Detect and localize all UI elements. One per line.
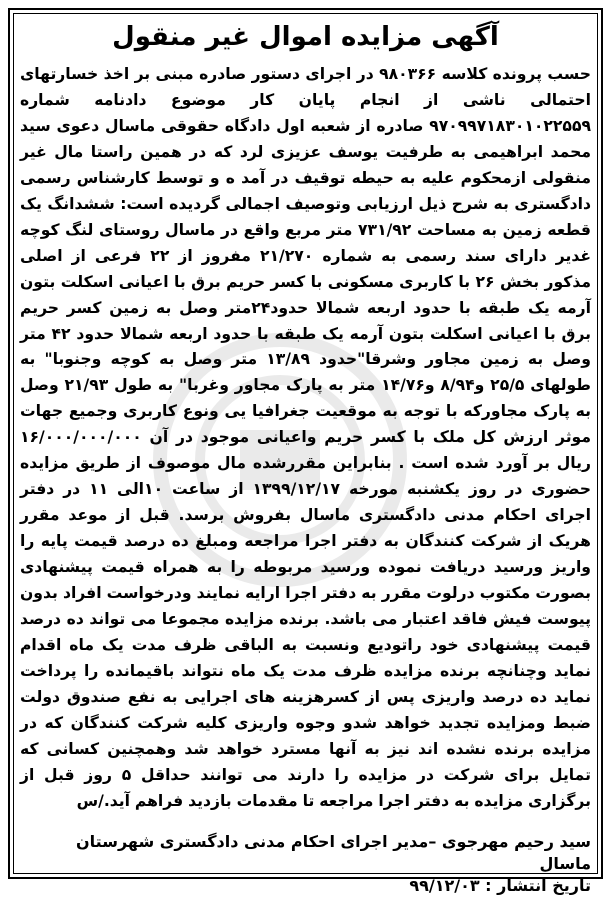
publish-date: تاریخ انتشار : ۹۹/۱۲/۰۳ — [409, 876, 591, 895]
notice-body-text: حسب پرونده کلاسه ۹۸۰۳۶۶ در اجرای دستور صادره مبنی بر اخذ خسارتهای احتمالی ناشی از انجام پایان کار موضوع دادنامه شماره ۹۷۰۹۹۷۱۸۳۰۱۰۲۲۵۵۹ صادره از شعبه اول دادگاه حقوقی ماسال دعوی سید محمد ابراهیمی به طرفیت یوسف عزیزی لرد که در همین راستا مال غیر منقولی ازمحکوم علیه به حیطه توقیف در آمد ه و توسط کارشناس رسمی دادگستری به شرح ذیل ارزیابی وتوصیف اجمالی گردیده است: ششدانگ یک قطعه زمین به مساحت ۷۳۱/۹۲ متر مربع واقع در ماسال روستای لنگ کوچه غدیر دارای سند رسمی به شماره ۲۱/۲۷۰ مفروز از ۲۲ فرعی از اصلی مذکور بخش ۲۶ با کاربری مسکونی با کسر حریم برق با اعیانی اسکلت بتون آرمه یک طبقه با حدود اربعه شمالا حدود۲۴متر وصل به زمین کسر حریم برق با اعیانی اسکلت بتون آرمه یک طبقه با حدود اربعه شمالا حدود ۴۲ متر وصل به زمین مجاور وشرقا"حدود ۱۳/۸۹ متر وصل به کوچه وجنوبا" به طولهای ۲۵/۵ و۸/۹۴ و۱۴/۷۶ متر به پارک مجاور وغربا" به طول ۲۱/۹۳ وصل به پارک مجاورکه با توجه به موقعیت جغرافیا یی ونوع کاربری وجمیع جهات موثر ارزش کل ملک با کسر حریم واعیانی موجود در آن ۱۶/۰۰۰/۰۰۰/۰۰۰ ریال بر آورد شده است . بنابراین مقررشده مال موصوف از طریق مزایده حضوری در روز یکشنبه مورخه ۱۳۹۹/۱۲/۱۷ از ساعت ۱۰الی ۱۱ در دفتر اجرای احکام مدنی دادگستری ماسال بفروش برسد. قبل از موعد مقرر هریک از شرکت کنندگان به دفتر اجرا مراجعه ومبلغ ده درصد قیمت پایه را واریز ورسید دریافت نموده ورسید مربوطه را به همراه قیمت پیشنهادی بصورت مکتوب درلوت مقرر به دفتر اجرا ارایه نمایند ودرخواست افراد بدون پیوست فیش فاقد اعتبار می باشد. برنده مزایده مجموعا می تواند ده درصد قیمت پیشنهادی خود راتودیع ونسبت به الباقی ظرف مدت یک ماه اقدام نماید وچنانچه برنده مزایده ظرف مدت یک ماه نتواند باقیمانده را پرداخت نماید ده درصد واریزی پس از کسرهزینه های اجرایی به نفع صندوق دولت ضبط ومزایده تجدید خواهد شدو وجوه واریزی کلیه شرکت کنندگان که در مزایده برنده نشده اند نیز به آنها مسترد خواهد شد وهمچنین کسانی که تمایل برای شرکت در مزایده را دارند می توانند حداقل ۵ روز قبل از برگزاری مزایده به دفتر اجرا مراجعه تا مقدمات بازدید فراهم آید./س — [20, 65, 592, 810]
signature-line: سید رحیم مهرجوی –مدیر اجرای احکام مدنی دادگستری شهرستان ماسال — [76, 832, 591, 873]
notice-signature-block — [20, 831, 591, 897]
auction-notice — [8, 8, 603, 895]
notice-title: آگهی مزایده اموال غیر منقول — [112, 22, 499, 52]
notice-body — [20, 62, 591, 815]
